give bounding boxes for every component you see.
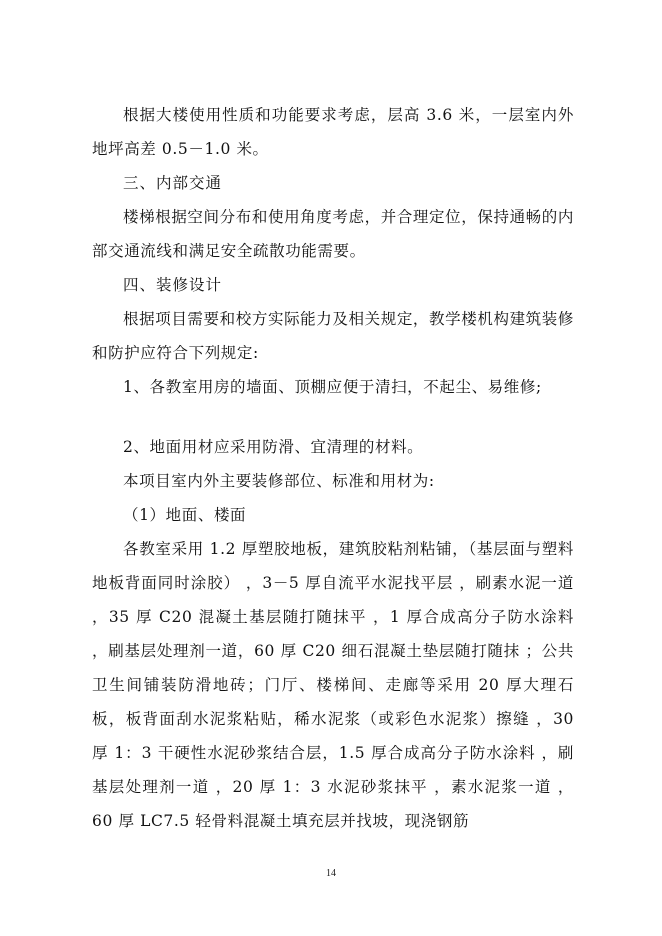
paragraph-rule-1: 1、各教室用房的墙面、顶棚应便于清扫，不起尘、易维修; xyxy=(123,378,542,396)
paragraph-decoration-rules: 根据项目需要和校方实际能力及相关规定，教学楼机构建筑装修和防护应符合下列规定: xyxy=(92,310,574,362)
heading-decoration-design: 四、装修设计 xyxy=(123,276,223,294)
paragraph-floor-height: 根据大楼使用性质和功能要求考虑，层高 3.6 米，一层室内外地坪高差 0.5－1.0 米。 xyxy=(92,106,574,158)
page-number: 14 xyxy=(326,868,336,879)
paragraph-floor-subheading: （1）地面、楼面 xyxy=(123,506,247,524)
paragraph-stairs: 楼梯根据空间分布和使用角度考虑，并合理定位，保持通畅的内部交通流线和满足安全疏散功能需要。 xyxy=(92,208,574,260)
paragraph-rule-2: 2、地面用材应采用防滑、宜清理的材料。 xyxy=(123,438,424,456)
paragraph-materials-intro: 本项目室内外主要装修部位、标准和用材为: xyxy=(123,472,435,490)
heading-internal-traffic: 三、内部交通 xyxy=(123,174,223,192)
paragraph-floor-specification: 各教室采用 1.2 厚塑胶地板，建筑胶粘剂粘铺，（基层面与塑料地板背面同时涂胶） ，3－5 厚自流平水泥找平层 ，刷素水泥一道 ，35 厚 C20 混凝土基层随打随抹平 ，1 厚合成高分子防水涂料 ，刷基层处理剂一道，60 厚 C20 细石混凝土垫层随打随抹 ；公共卫生间铺装防滑地砖；门厅、楼梯间、走廊等采用 20 厚大理石板，板背面刮水泥浆粘贴，稀水泥浆（或彩色水泥浆）擦缝 ，30 厚 1：3 干硬性水泥砂浆结合层，1.5 厚合成高分子防水涂料 ，刷基层处理剂一道 ，20 厚 1：3 水泥砂浆抹平 ，素水泥浆一道 ，60 厚 LC7.5 轻骨料混凝土填充层并找坡，现浇钢筋 xyxy=(92,540,574,830)
